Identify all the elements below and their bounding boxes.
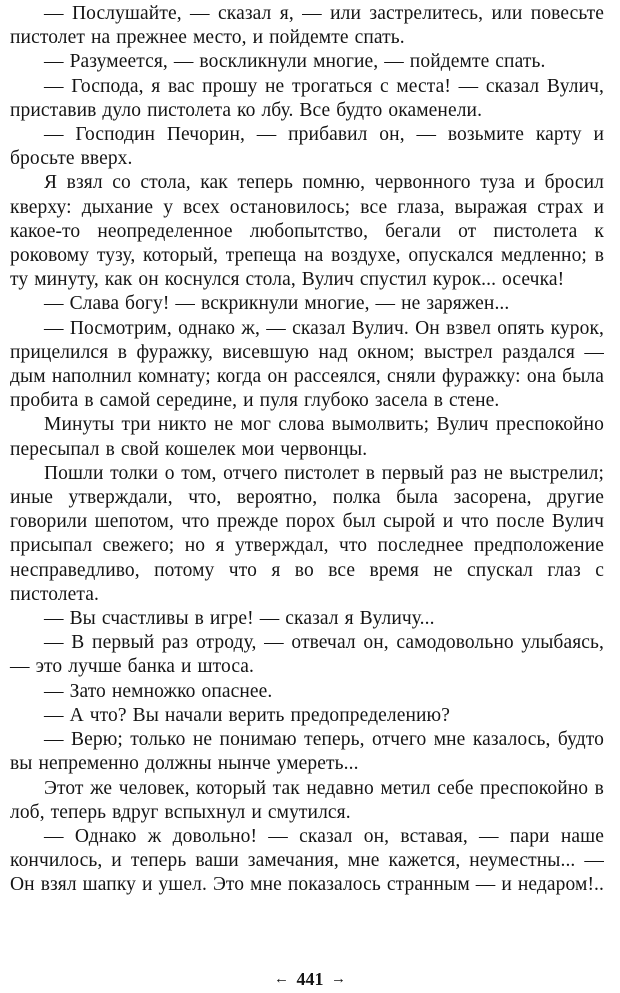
paragraph: — Верю; только не понимаю теперь, отчего мне казалось, будто вы непременно должны нынче умереть...	[10, 729, 604, 775]
arrow-left-icon: ←	[274, 970, 289, 987]
paragraph: — Послушайте, — сказал я, — или застрелитесь, или повесьте пистолет на прежнее место, и пойдемте спать.	[10, 3, 604, 49]
paragraph: Этот же человек, который так недавно метил себе преспокойно в лоб, теперь вдруг вспыхнул и смутился.	[10, 777, 604, 823]
paragraph: — А что? Вы начали верить предопределению?	[44, 704, 450, 726]
paragraph: Я взял со стола, как теперь помню, червонного туза и бросил кверху: дыхание у всех остановилось; все глаза, выражая страх и какое-то неопределенное любопытство, бегали от пистолета к роковому тузу, который, трепеща на воздухе, опускался медленно; в ту минуту, как он коснулся стола, Вулич спустил курок... осечка!	[10, 172, 604, 291]
paragraph: — Вы счастливы в игре! — сказал я Вуличу...	[44, 608, 435, 630]
page-footer	[0, 966, 620, 990]
paragraph: — Господа, я вас прошу не трогаться с места! — сказал Вулич, приставив дуло пистолета ко лбу. Все будто окаменели.	[10, 75, 604, 121]
paragraph: Минуты три никто не мог слова вымолвить; Вулич преспокойно пересыпал в свой кошелек мои червонцы.	[10, 414, 604, 460]
page-number: 441	[296, 968, 324, 989]
paragraph: — Господин Печорин, — прибавил он, — возьмите карту и бросьте вверх.	[10, 124, 604, 170]
paragraph: — Слава богу! — вскрикнули многие, — не заряжен...	[44, 293, 510, 315]
page-text	[10, 2, 604, 898]
paragraph: — Разумеется, — воскликнули многие, — пойдемте спать.	[44, 51, 546, 73]
paragraph: — В первый раз отроду, — отвечал он, самодовольно улыбаясь, — это лучше банка и штоса.	[10, 632, 604, 678]
paragraph: — Зато немножко опаснее.	[44, 680, 273, 702]
paragraph: — Однако ж довольно! — сказал он, вставая, — пари наше кончилось, и теперь ваши замечания, мне кажется, неуместны... — Он взял шапку и ушел. Это мне показалось странным — и недаром!..	[10, 825, 604, 896]
arrow-right-icon: →	[331, 970, 346, 987]
paragraph: — Посмотрим, однако ж, — сказал Вулич. Он взвел опять курок, прицелился в фуражку, висевшую над окном; выстрел раздался — дым наполнил комнату; когда он рассеялся, сняли фуражку: она была пробита в самой середине, и пуля глубоко засела в стене.	[10, 317, 604, 412]
paragraph: Пошли толки о том, отчего пистолет в первый раз не выстрелил; иные утверждали, что, вероятно, полка была засорена, другие говорили шепотом, что прежде порох был сырой и что после Вулич присыпал свежего; но я утверждал, что последнее предположение несправедливо, потому что я во все время не спускал глаз с пистолета.	[10, 462, 604, 605]
